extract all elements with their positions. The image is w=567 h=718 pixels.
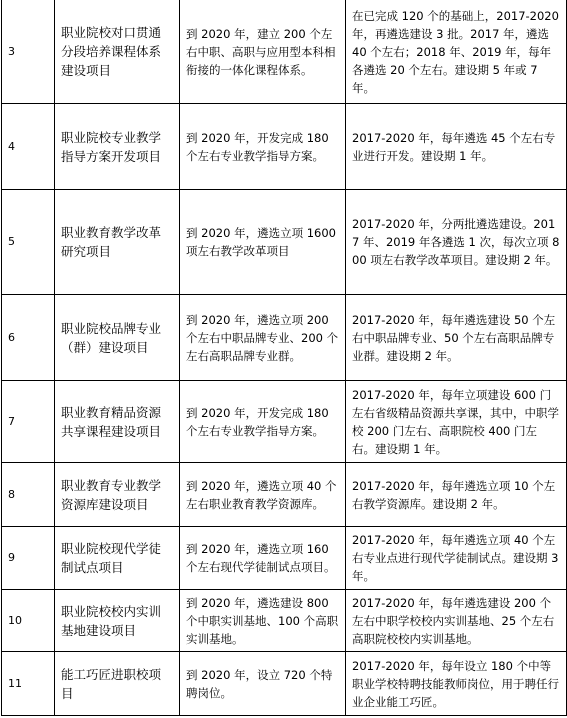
table-row (2, 652, 567, 716)
row-number: 6 (2, 295, 55, 381)
row-number: 9 (2, 527, 55, 590)
table-row (2, 381, 567, 463)
project-table (1, 0, 567, 716)
project-goal: 到 2020 年，遴选立项 200 个左右中职品牌专业、200 个左右高职品牌专业群。 (180, 295, 346, 381)
table-row (2, 0, 567, 104)
project-goal: 到 2020 年，开发完成 180 个左右专业教学指导方案。 (180, 381, 346, 463)
project-plan: 在已完成 120 个的基础上，2017-2020 年，再遴选建设 3 批。2017 年，遴选 40 个左右；2018 年、2019 年，每年各遴选 20 个左右。建设期 5 年或 7 年。 (346, 0, 567, 104)
project-goal: 到 2020 年，设立 720 个特聘岗位。 (180, 652, 346, 716)
project-goal: 到 2020 年，开发完成 180 个左右专业教学指导方案。 (180, 104, 346, 190)
table-row (2, 463, 567, 527)
project-name: 职业院校现代学徒制试点项目 (55, 527, 180, 590)
table-row (2, 104, 567, 190)
project-plan: 2017-2020 年，每年遴选立项 10 个左右教学资源库。建设期 2 年。 (346, 463, 567, 527)
project-plan: 2017-2020 年，每年遴选建设 200 个左右中职学校校内实训基地、25 个左右高职院校校内实训基地。 (346, 590, 567, 652)
row-number: 8 (2, 463, 55, 527)
table-row (2, 527, 567, 590)
project-plan: 2017-2020 年，每年设立 180 个中等职业学校特聘技能教师岗位，用于聘任行业企业能工巧匠。 (346, 652, 567, 716)
project-plan: 2017-2020 年，每年遴选 45 个左右专业进行开发。建设期 1 年。 (346, 104, 567, 190)
project-plan: 2017-2020 年，每年立项建设 600 门左右省级精品资源共享课，其中，中职学校 200 门左右、高职院校 400 门左右。建设期 1 年。 (346, 381, 567, 463)
project-name: 能工巧匠进职校项目 (55, 652, 180, 716)
table-row (2, 295, 567, 381)
project-plan: 2017-2020 年，分两批遴选建设。2017 年、2019 年各遴选 1 次，每次立项 800 项左右教学改革项目。建设期 2 年。 (346, 190, 567, 295)
project-name: 职业教育专业教学资源库建设项目 (55, 463, 180, 527)
project-name: 职业院校品牌专业（群）建设项目 (55, 295, 180, 381)
project-name: 职业院校校内实训基地建设项目 (55, 590, 180, 652)
project-plan: 2017-2020 年，每年遴选立项 40 个左右专业点进行现代学徒制试点。建设期 3 年。 (346, 527, 567, 590)
project-goal: 到 2020 年，遴选建设 800 个中职实训基地、100 个高职实训基地。 (180, 590, 346, 652)
table-row (2, 590, 567, 652)
project-goal: 到 2020 年，遴选立项 160 个左右现代学徒制试点项目。 (180, 527, 346, 590)
row-number: 10 (2, 590, 55, 652)
row-number: 4 (2, 104, 55, 190)
row-number: 5 (2, 190, 55, 295)
row-number: 7 (2, 381, 55, 463)
row-number: 3 (2, 0, 55, 104)
project-goal: 到 2020 年，建立 200 个左右中职、高职与应用型本科相衔接的一体化课程体系。 (180, 0, 346, 104)
project-goal: 到 2020 年，遴选立项 1600 项左右教学改革项目 (180, 190, 346, 295)
table-row (2, 190, 567, 295)
project-name: 职业教育教学改革研究项目 (55, 190, 180, 295)
project-plan: 2017-2020 年，每年遴选建设 50 个左右中职品牌专业、50 个左右高职品牌专业群。建设期 2 年。 (346, 295, 567, 381)
project-name: 职业院校对口贯通分段培养课程体系建设项目 (55, 0, 180, 104)
project-name: 职业院校专业教学指导方案开发项目 (55, 104, 180, 190)
project-name: 职业教育精品资源共享课程建设项目 (55, 381, 180, 463)
project-goal: 到 2020 年，遴选立项 40 个左右职业教育教学资源库。 (180, 463, 346, 527)
row-number: 11 (2, 652, 55, 716)
